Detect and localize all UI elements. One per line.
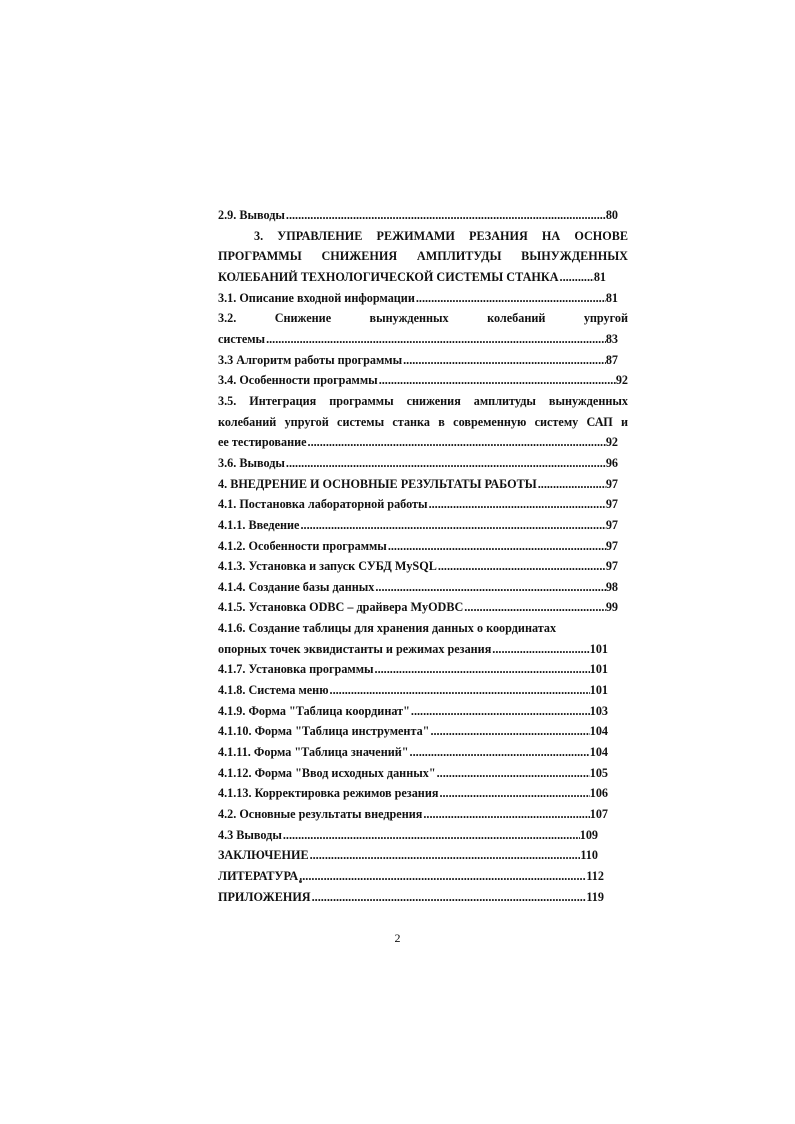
toc-entry — [218, 701, 608, 722]
toc-entry-page: 106 — [589, 786, 608, 801]
toc-entry — [218, 205, 618, 226]
toc-entry-page: 105 — [589, 765, 608, 780]
toc-heading-line: 3. УПРАВЛЕНИЕ РЕЖИМАМИ РЕЗАНИЯ НА ОСНОВЕ — [254, 228, 628, 243]
toc-entry — [218, 804, 608, 825]
toc-entry-page: 97 — [605, 476, 618, 491]
toc-entry-title: 4.1.12. Форма "Ввод исходных данных" — [218, 765, 436, 780]
toc-entry-title: 4.1.3. Установка и запуск СУБД MySQL — [218, 559, 437, 574]
toc-entry — [218, 370, 628, 391]
toc-entry-page: 119 — [586, 889, 604, 904]
toc-entry-line: 3.2. Снижение вынужденных колебаний упругой — [218, 311, 628, 326]
toc-entry-title: 4.1.11. Форма "Таблица значений" — [218, 745, 409, 760]
toc-entry-title: 4.3 Выводы — [218, 827, 282, 842]
toc-entry-title: системы — [218, 331, 266, 346]
toc-entry — [218, 536, 618, 557]
page-number: 2 — [394, 931, 401, 945]
toc-entry-title: 3.4. Особенности программы — [218, 373, 378, 388]
toc-entry — [218, 577, 618, 598]
table-of-contents — [218, 205, 628, 907]
toc-entry-page: 92 — [605, 435, 618, 450]
toc-entry-title: опорных точек эквидистанты и режимах резания — [218, 641, 492, 656]
toc-entry-page: 97 — [605, 538, 618, 553]
toc-entry-title: 4.2. Основные результаты внедрения — [218, 807, 423, 822]
toc-entry-page: 97 — [605, 517, 618, 532]
toc-entry — [218, 453, 618, 474]
toc-entry-title: 4.1.7. Установка программы — [218, 662, 374, 677]
scan-speck — [299, 880, 302, 883]
toc-entry-title: 4.1.2. Особенности программы — [218, 538, 387, 553]
toc-entry — [218, 783, 608, 804]
toc-entry-title: ЛИТЕРАТУРА — [218, 869, 299, 883]
toc-entry-page: 98 — [605, 579, 618, 594]
toc-entry-line: 3.5. Интеграция программы снижения амплитуды вынужденных — [218, 393, 628, 408]
toc-entry-page: 101 — [589, 683, 608, 698]
toc-entry-title: 3.6. Выводы — [218, 455, 285, 470]
toc-entry-title: 3.3 Алгоритм работы программы — [218, 352, 403, 367]
toc-entry-page: 104 — [589, 745, 608, 760]
toc-entry-page: 110 — [580, 848, 598, 863]
toc-entry — [218, 288, 618, 309]
toc-entry-title: 3.1. Описание входной информации — [218, 290, 415, 305]
toc-entry-page: 97 — [605, 559, 618, 574]
toc-entry — [218, 845, 598, 866]
toc-entry-page: 112 — [586, 869, 604, 883]
toc-entry-page: 83 — [605, 331, 618, 346]
toc-entry-page: 92 — [615, 373, 628, 388]
toc-entry-title: 4.1.8. Система меню — [218, 683, 329, 698]
toc-entry-page: 109 — [579, 827, 598, 842]
toc-entry-title: ЗАКЛЮЧЕНИЕ — [218, 848, 309, 863]
toc-entry-page: 101 — [589, 662, 608, 677]
toc-entry-page: 81 — [593, 269, 606, 284]
toc-entry-page: 107 — [589, 807, 608, 822]
toc-entry — [218, 887, 604, 908]
toc-entry — [218, 350, 618, 371]
toc-entry-page: 87 — [605, 352, 618, 367]
toc-entry — [218, 680, 608, 701]
toc-entry — [218, 639, 608, 660]
toc-entry-page: 103 — [589, 703, 608, 718]
toc-entry — [218, 825, 598, 846]
toc-entry-page: 97 — [605, 497, 618, 512]
toc-entry — [218, 721, 608, 742]
toc-entry-title: 4.1.9. Форма "Таблица координат" — [218, 703, 410, 718]
toc-entry-page: 80 — [605, 208, 618, 222]
toc-entry-title: 2.9. Выводы — [218, 208, 285, 222]
toc-entry-page: 96 — [605, 455, 618, 470]
toc-entry — [218, 866, 604, 887]
toc-entry — [218, 763, 608, 784]
toc-entry-title: 4.1.10. Форма "Таблица инструмента" — [218, 724, 430, 739]
toc-entry-title: 4.1.4. Создание базы данных — [218, 579, 375, 594]
toc-entry-title: 4.1.1. Введение — [218, 517, 300, 532]
toc-entry — [218, 659, 608, 680]
toc-entry — [218, 474, 618, 495]
toc-entry-line: 4.1.6. Создание таблицы для хранения данных о координатах — [218, 621, 557, 636]
toc-entry — [218, 267, 606, 288]
toc-entry — [218, 556, 618, 577]
toc-entry-title: КОЛЕБАНИЙ ТЕХНОЛОГИЧЕСКОЙ СИСТЕМЫ СТАНКА — [218, 269, 559, 284]
toc-entry-page: 81 — [605, 290, 618, 305]
toc-entry — [218, 432, 618, 453]
toc-heading-line: ПРОГРАММЫ СНИЖЕНИЯ АМПЛИТУДЫ ВЫНУЖДЕННЫХ — [218, 249, 628, 264]
toc-entry-title: ПРИЛОЖЕНИЯ — [218, 889, 311, 904]
toc-entry-title: 4. ВНЕДРЕНИЕ И ОСНОВНЫЕ РЕЗУЛЬТАТЫ РАБОТЫ — [218, 476, 537, 491]
toc-entry — [218, 597, 618, 618]
toc-entry-page: 104 — [589, 724, 608, 739]
toc-entry-title: 4.1.5. Установка ODBC – драйвера MyODBC — [218, 600, 464, 615]
toc-entry-title: ее тестирование — [218, 435, 307, 450]
toc-entry — [218, 494, 618, 515]
toc-entry-page: 99 — [605, 600, 618, 615]
toc-entry-page: 101 — [589, 641, 608, 656]
toc-entry — [218, 329, 618, 350]
toc-entry-title: 4.1.13. Корректировка режимов резания — [218, 786, 439, 801]
toc-entry-title: 4.1. Постановка лабораторной работы — [218, 497, 428, 512]
toc-entry — [218, 515, 618, 536]
toc-entry — [218, 742, 608, 763]
toc-entry-line: колебаний упругой системы станка в современную систему САП и — [218, 414, 628, 429]
